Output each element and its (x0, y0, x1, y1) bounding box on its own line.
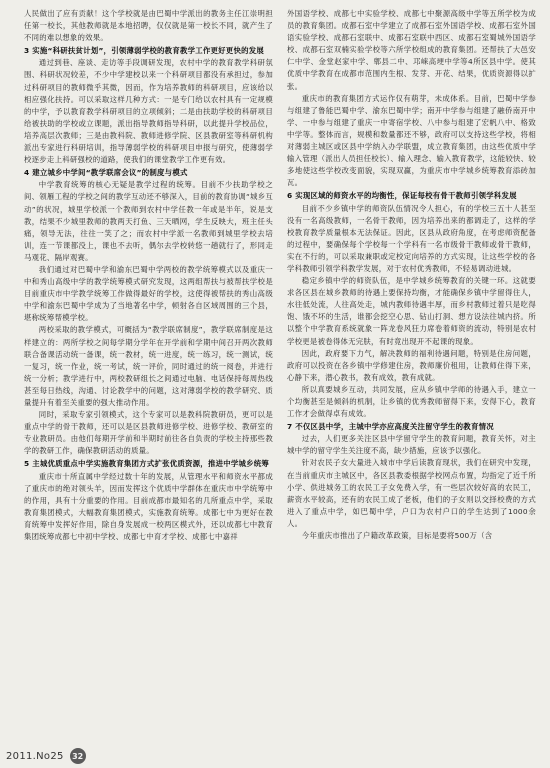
page-footer (6, 748, 86, 764)
body-paragraph: 目前不少乡镇中学的师资队伍情况令人担心，有的学校三五十人甚至没有一名高级教师，一名骨干教师，因为培养出来的都调走了，这样的学校教育教学质量根本无法保证。因此，区县从政府角度，在考虑师资配备的过程中，要确保每个学校每一个学科有一名市级骨干教师或骨干教师，实在不行的，可以采取兼职或定校定向培养的方式实现，让这些学校的各学科教师引领学科教学发展，对于农村优秀教师，不轻易调动进城。 (287, 203, 536, 273)
page-number-badge: 32 (70, 748, 86, 764)
issue-label: 2011.No25 (6, 750, 64, 762)
body-paragraph: 重庆市的教育集团方式运作仅有萌芽，未成体系。目前，巴蜀中学参与组建了鲁能巴蜀中学、渝东巴蜀中学；南开中学参与组建了融侨南开中学、一中参与组建了重庆一中寄宿学校、八中参与组建了宏帆八中、格致中学等。整体而言，规模和数量都还不够，政府可以支持这些学校，将相对薄弱主城区或区县中学纳入办学联盟，成立教育集团，由这些优质中学输入管理（派出人员担任校长）、输入理念、输入教育教学，这能较快、较多地使这些学校改变面貌，实现双赢，为重庆市中学城乡统筹教育添砖加瓦。 (287, 93, 536, 188)
body-paragraph: 两校采取的教学模式，可概括为“教学联席制度”，教学联席制度是这样建立的：两所学校之间每学期分学年在开学前和学期中间召开两次教师联合备课活动统一备课，统一教材，统一进度，统一练习，统一测试，统一复习，统一作业，统一考试，统一评价，同时通过的统一阅卷，并进行统一分析；教学进行中，两校教研组长之间通过电脑、电话保持每周热线甚至每日热线，沟通、讨论教学中的问题，这对薄弱学校的教学研究、质量提升有着至关重要的强大推动作用。 (24, 325, 273, 407)
body-paragraph: 因此，政府要下力气，解决教师的福利待遇问题，特别是住房问题，政府可以投资在各乡镇中学修建住房，教师廉价租用，让教师住得下来，心静下来，潜心教书，教有成效，教有成就。 (287, 348, 536, 382)
section-heading: 3 实施“科研扶贫计划”，引领薄弱学校的教育教学工作更好更快的发展 (24, 46, 265, 56)
article-body (24, 8, 536, 746)
section-heading: 6 实现区域的师资水平的均衡性，保证每校有骨干教师引领学科发展 (287, 191, 517, 201)
body-paragraph: 中学教育统筹的核心无疑是教学过程的统筹。目前不少扶助学校之间、领雁工程的学校之间的教学互动还不够深入，目前的教育协调“城乡互动”的状况，城里学校派一个教师到农村中学任教一年或是半年，说是支教，结果不少城里教师的教两天打鱼、三天晒网，学生反映大，班主任头痛，领导无法，往往一笑了之；而农村中学派一名教师到城里学校去培训，连一节课都没上，课也不去听，偶尔去学校转悠一趟就行了，形同走马观花、隔岸观赛。 (24, 180, 273, 262)
section-heading: 7 不仅区县中学，主城中学亦应高度关注留守学生的教育情况 (287, 422, 494, 432)
body-paragraph: 外国语学校、成都七中实验学校、成都七中聚源高级中学等五所学校为成员的教育集团。成都石室中学建立了成都石室外国语学校、成都石室外国语实验学校、成都石室联中、成都石室联中西区、成都石室蜀城外国语学校、成都石室双楠实验学校等六所学校组成的教育集团。还帮扶了大邑安仁中学、金堂赵家中学、郫县二中、邛崃高埂中学等4所区县中学。使其优质中学教育在成都市范围内生根、发芽、开花、结果，优质资源得以扩张。 (287, 9, 536, 91)
body-paragraph: 针对农民子女大量进入城市中学后读教育现状，我们在研究中发现，在当前重庆市主城区中，各区县教委根据学校网点布置，均指定了近千所小学、供进城务工的农民工子女免费入学，有一些层次较好高的农民工，薪资水平较高，还有的农民工成了老板，他们的子女则以交择校费的方式进入了重点中学，如巴蜀中学，户口为农村户口的学生达到了1000余人。 (287, 458, 536, 528)
body-paragraph: 通过到巷、座谈、走访等手段调研发现，农村中学的教育教学科研氛围、科研状况较差，不少中学建校以来一个科研项目都没有承担过，参加过科研项目的教师微乎其微，因而，作为培养教师的科研项目，应该给以相应强化扶持。可以采取这样几种方式：一是专门给以农村具有一定规模的中学，予以教育教学科研项目的立项倾斜；二是由扶助学校的科研项目给被扶助的学校或立课题，派出指导教师指导科研，以此提升学校品位，培养高层次教师；三是由教科院、教师进修学院、区县教研室等科研机构派出专家进行科研培训，指导薄弱学校的科研项目申报与研究，使薄弱学校逐步走上科研强校的道路，使我们的课堂教学工作更有效。 (24, 58, 273, 165)
left-column (24, 8, 273, 746)
right-column (287, 8, 536, 746)
section-heading: 5 主城优质重点中学实施教育集团方式扩张优质资源，推进中学城乡统筹 (24, 459, 270, 469)
body-paragraph: 过去，人们更多关注区县中学留守学生的教育问题，教育关怀，对主城中学的留守学生关注度不高，缺少措施，应该予以强化。 (287, 434, 536, 456)
body-paragraph: 稳定乡镇中学的师资队伍，是中学城乡统筹教育的关键一环。这就要求各区县在城乡教师的待遇上要保持均衡，才能确保乡镇中学留得住人，水往低处流，人往高处走，城内教师待遇丰厚，而乡村教师过着只是吃得饱、饿不坏的生活，谁都会挖空心思、钻山打洞、想方设法往城内挤。所以整个中学教育系统就象一阵龙卷风狂力席卷着师资的流动，特别是农村学校更是被卷得体无完肤，有时竟出现开不起课的现象。 (287, 276, 536, 346)
body-paragraph: 同时，采取专家引领模式，这个专家可以是教科院教研员，更可以是重点中学的骨干教师，还可以是区县教师进修学校、进修学校、教研室的专业教研员。由他们每期开学前和半期时前往各自负责的学校主持那些教学的教研工作，确保教研活动的质量。 (24, 410, 273, 456)
section-heading: 4 建立城乡中学间“教学联席会议”的制度与模式 (24, 168, 188, 178)
body-paragraph: 重庆市十所直属中学经过数十年的发展，从管理水平和师资水平都成了重庆市的绝对领头羊，因而发挥这个优质中学群体在重庆市中学统筹中的作用，具有十分重要的作用。目前成都市最知名的几所重点中学，采取教育集团模式，大幅教育集团模式，实施教育统筹。成都七中为更好在教育统筹中发挥好作用，除自身发展成一校两区模式外，还以成都七中教育集团统筹成都七中初中学校、成都七中育才学校、成都七中嘉祥 (24, 471, 273, 542)
body-paragraph: 我们通过对巴蜀中学和渝东巴蜀中学两校的教学统筹模式以及重庆一中和秀山高级中学的教学统筹模式研究发现，这两组帮扶与被帮扶学校是目前重庆市中学教学统筹工作做得最好的学校，这使得被帮扶的秀山高级中学和渝东巴蜀中学成为了当地著名中学，顿射各自区域周围的三个县，堪称统筹帮模学校。 (24, 264, 273, 323)
body-paragraph: 所以真要城乡互动，共同发展，应从乡镇中学师的待遇入手，建立一个均衡甚至是倾斜的机制，让乡镇的优秀教师留得下来，安得下心，教育工作才会做得卓有成效。 (287, 384, 536, 419)
body-paragraph: 人民做出了应有贡献！这个学校就是由巴蜀中学派出的教务主任江崇明担任第一校长，其他教师就是本地招聘，仅仅就是第一校长不同，就产生了不同的难以想象的效果。 (24, 9, 273, 43)
body-paragraph: 今年重庆市推出了户籍改革政策，目标是要将500万（含 (301, 531, 493, 541)
